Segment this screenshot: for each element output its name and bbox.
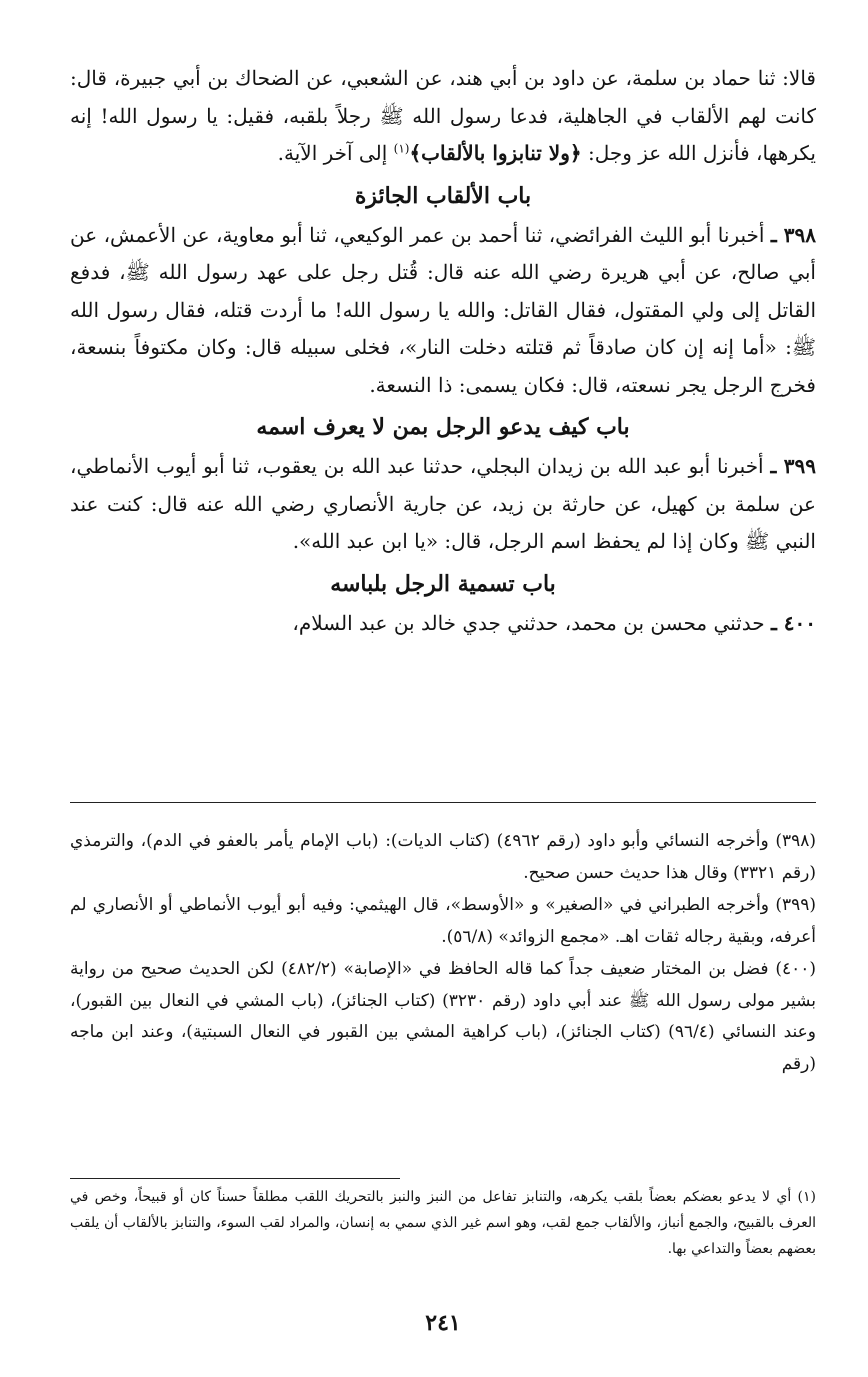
- note-398: (٣٩٨) وأخرجه النسائي وأبو داود (رقم ٤٩٦٢) (كتاب الديات): (باب الإمام يأمر بالعفو في الدم)، والترمذي (رقم ٣٣٢١) وقال هذا حديث حسن صحيح.: [70, 831, 816, 883]
- hadith-number: ٣٩٩ ـ: [770, 454, 816, 478]
- notes-divider: [70, 802, 816, 803]
- footnote-divider: [70, 1178, 400, 1179]
- hadith-text: أخبرنا أبو الليث الفرائضي، ثنا أحمد بن عمر الوكيعي، ثنا أبو معاوية، عن الأعمش، عن أبي صالح، عن أبي هريرة رضي الله عنه قال: قُتل رجل على عهد رسول الله ﷺ، فدفع القاتل إلى ولي المقتول، فقال القاتل: والله يا رسول الله! ما أردت قتله، فقال رسول الله ﷺ: «أما إنه إن كان صادقاً ثم قتلته دخلت النار»، فخلى سبيله قال: وكان مكتوفاً بنسعة، فخرج الرجل يجر نسعته، قال: فكان يسمى: ذا النسعة.: [70, 222, 817, 397]
- takhrij-notes: [70, 826, 816, 1081]
- quran-verse: ﴿ولا تنابزوا بالألقاب﴾: [409, 141, 582, 165]
- intro-paragraph: [70, 60, 816, 173]
- hadith-number: ٣٩٨ ـ: [770, 222, 816, 247]
- note-399: (٣٩٩) وأخرجه الطبراني في «الصغير» و «الأوسط»، قال الهيثمي: وفيه أبو أيوب الأنماطي أو الأنصاري لم أعرفه، وبقية رجاله ثقات اهـ. «مجمع الزوائد» (٥٦/٨).: [70, 895, 816, 947]
- section-heading-naming-by-clothing: باب تسمية الرجل بلباسه: [330, 570, 556, 597]
- intro-text: قالا: ثنا حماد بن سلمة، عن داود بن أبي هند، عن الشعبي، عن الضحاك بن أبي جبيرة، قال: كانت لهم الألقاب في الجاهلية، فدعا رسول الله ﷺ رجلاً بلقبه، فقيل: يا رسول الله! إنه يكرهها، فأنزل الله عز وجل:: [70, 66, 816, 165]
- hadith-number: ٤٠٠ ـ: [770, 610, 816, 635]
- footnote-reference: (١): [393, 141, 410, 156]
- hadith-text: حدثني محسن بن محمد، حدثني جدي خالد بن عبد السلام،: [292, 610, 771, 635]
- note-400: (٤٠٠) فضل بن المختار ضعيف جداً كما قاله الحافظ في «الإصابة» (٤٨٢/٢) لكن الحديث صحيح من رواية بشير مولى رسول الله ﷺ عند أبي داود (رقم ٣٢٣٠) (كتاب الجنائز)، (باب المشي في النعال بين القبور)، وعند النسائي (٩٦/٤) (كتاب الجنائز)، (باب كراهية المشي بين القبور في النعال السبتية)، وعند ابن ماجه (رقم: [70, 959, 816, 1074]
- hadith-399: [70, 448, 816, 561]
- intro-tail: إلى آخر الآية.: [277, 141, 394, 165]
- page-number: ٢٤١: [425, 1310, 461, 1336]
- hadith-text: أخبرنا أبو عبد الله بن زيدان البجلي، حدثنا عبد الله بن يعقوب، ثنا أبو أيوب الأنماطي، عن سلمة بن كهيل، عن حارثة بن زيد، عن جارية الأنصاري رضي الله عنه قال: كنت عند النبي ﷺ وكان إذا لم يحفظ اسم الرجل، قال: «يا ابن عبد الله».: [70, 454, 816, 553]
- section-heading-unknown-name: باب كيف يدعو الرجل بمن لا يعرف اسمه: [256, 414, 630, 440]
- hadith-400: [70, 605, 816, 643]
- hadith-398: [70, 217, 816, 405]
- section-heading-allowed-nicknames: باب الألقاب الجائزة: [354, 182, 532, 209]
- book-page: [70, 60, 816, 1360]
- footnote: (١) أي لا يدعو بعضكم بعضاً بلقب يكرهه، والتنابز تفاعل من النبز والنبز بالتحريك اللقب مطلقاً حسناً كان أو قبيحاً، وخص في العرف بالقبيح، والجمع أنباز، والألقاب جمع لقب، وهو اسم غير الذي سمي به إنسان، والمراد لقب السوء، والتنابز بالألقاب أن يلقب بعضهم بعضاً والتداعي بها.: [70, 1189, 816, 1257]
